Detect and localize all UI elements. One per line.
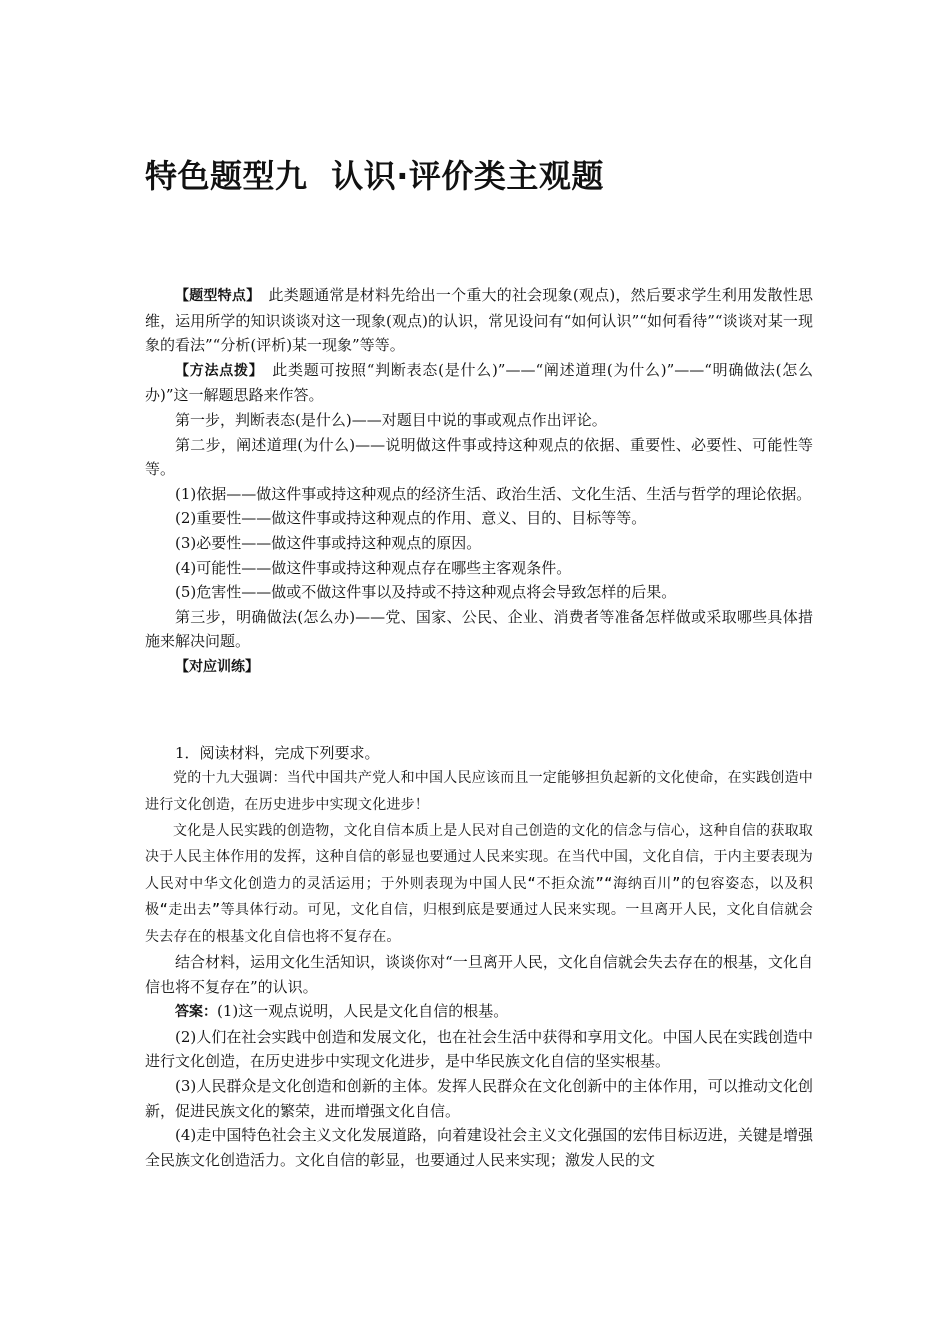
question-prompt: 结合材料，运用文化生活知识，谈谈你对“一旦离开人民，文化自信就会失去存在的根基，文化自信也将不复存在”的认识。 bbox=[145, 952, 813, 996]
section-gap bbox=[145, 680, 813, 741]
answer-paragraph bbox=[145, 999, 813, 1025]
step-paragraph: (1)依据——做这件事或持这种观点的经济生活、政治生活、文化生活、生活与哲学的理论依据。 bbox=[175, 484, 812, 503]
method-text: 此类题可按照“判断表态(是什么)”——“阐述道理(为什么)”——“明确做法(怎么办)”这一解题思路来作答。 bbox=[145, 360, 813, 405]
question-stem: 1．阅读材料，完成下列要求。 bbox=[175, 743, 380, 762]
feature-label: 【题型特点】 bbox=[175, 288, 254, 304]
answer-text: (1)这一观点说明，人民是文化自信的根基。 bbox=[217, 1002, 509, 1021]
material-paragraph: 文化是人民实践的创造物，文化自信本质上是人民对自己创造的文化的信念与信心，这种自信的获取取决于人民主体作用的发挥，这种自信的彰显也要通过人民来实现。在当代中国，文化自信，于内主要表现为人民对中华文化创造力的灵活运用；于外则表现为中国人民“不拒众流”“海纳百川”的包容姿态，以及积极“走出去”等具体行动。可见，文化自信，归根到底是要通过人民来实现。一旦离开人民，文化自信就会失去存在的根基文化自信也将不复存在。 bbox=[145, 822, 813, 945]
feature-paragraph bbox=[145, 283, 813, 358]
answer-paragraph: (3)人民群众是文化创造和创新的主体。发挥人民群众在文化创新中的主体作用，可以推动文化创新，促进民族文化的繁荣，进而增强文化自信。 bbox=[145, 1076, 813, 1120]
answer-paragraph: (4)走中国特色社会主义文化发展道路，向着建设社会主义文化强国的宏伟目标迈进，关键是增强全民族文化创造活力。文化自信的彰显，也要通过人民来实现；激发人民的文 bbox=[145, 1126, 813, 1169]
step-paragraph: (2)重要性——做这件事或持这种观点的作用、意义、目的、目标等等。 bbox=[175, 509, 647, 528]
step-paragraph: 第一步，判断表态(是什么)——对题目中说的事或观点作出评论。 bbox=[175, 410, 607, 429]
material-paragraph: 党的十九大强调：当代中国共产党人和中国人民应该而且一定能够担负起新的文化使命，在实践创造中进行文化创造，在历史进步中实现文化进步！ bbox=[145, 770, 813, 813]
training-heading bbox=[145, 654, 813, 680]
page-title: 特色题型九 认识·评价类主观题 bbox=[145, 157, 604, 195]
answer-label: 答案： bbox=[175, 1004, 217, 1021]
training-label: 【对应训练】 bbox=[175, 658, 259, 675]
step-paragraph: (3)必要性——做这件事或持这种观点的原因。 bbox=[175, 533, 482, 552]
answer-paragraph: (2)人们在社会实践中创造和发展文化，也在社会生活中获得和享用文化。中国人民在实践创造中进行文化创造，在历史进步中实现文化进步，是中华民族文化自信的坚实根基。 bbox=[145, 1027, 813, 1071]
feature-text: 此类题通常是材料先给出一个重大的社会现象(观点)，然后要求学生利用发散性思维，运用所学的知识谈谈对这一现象(观点)的认识，常见设问有“如何认识”“如何看待”“谈谈对某一现象的看法”“分析(评析)某一现象”等等。 bbox=[145, 286, 813, 355]
question-material bbox=[145, 765, 813, 950]
step-paragraph: 第三步，明确做法(怎么办)——党、国家、公民、企业、消费者等准备怎样做或采取哪些具体措施来解决问题。 bbox=[145, 607, 813, 651]
step-paragraph: (4)可能性——做这件事或持这种观点存在哪些主客观条件。 bbox=[175, 558, 572, 577]
step-paragraph: 第二步，阐述道理(为什么)——说明做这件事或持这种观点的依据、重要性、必要性、可能性等等。 bbox=[145, 435, 813, 479]
method-label: 【方法点拨】 bbox=[175, 362, 257, 379]
step-paragraph: (5)危害性——做或不做这件事以及持或不持这种观点将会导致怎样的后果。 bbox=[175, 583, 677, 602]
method-paragraph bbox=[145, 358, 813, 408]
document-body bbox=[145, 283, 813, 1172]
